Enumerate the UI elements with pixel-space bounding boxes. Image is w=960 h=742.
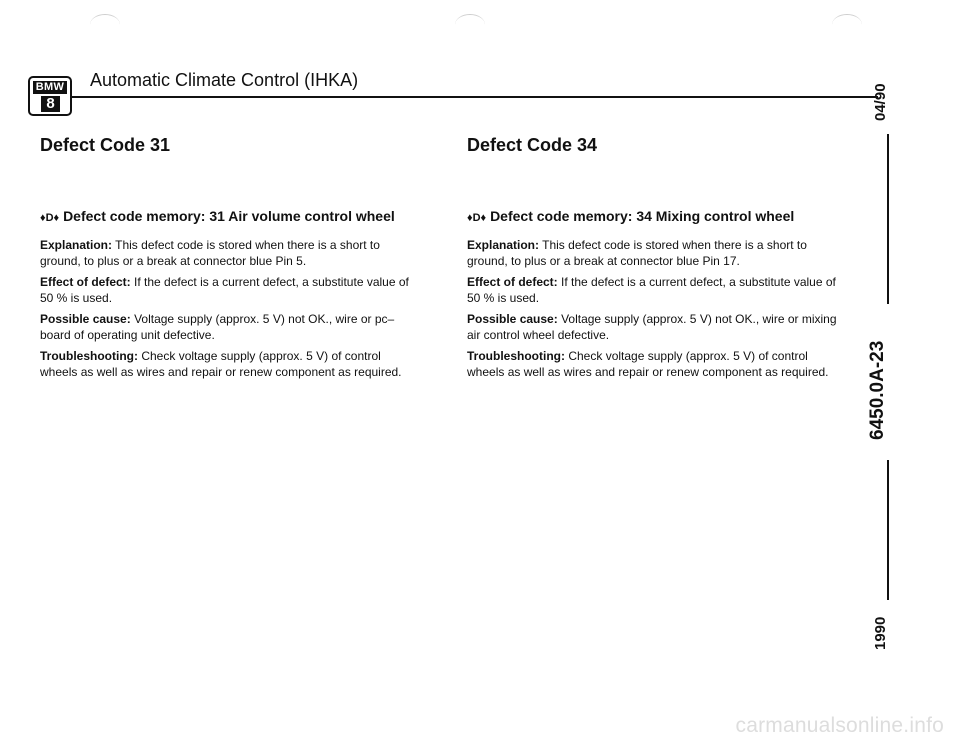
section-title-31: Defect Code 31 xyxy=(40,135,171,155)
subheading-text: Defect code memory: 34 Mixing control wheel xyxy=(490,208,795,224)
header-divider xyxy=(70,96,878,98)
effect-label: Effect of defect: xyxy=(467,275,558,289)
explanation-paragraph xyxy=(467,237,847,269)
scan-mark xyxy=(90,14,120,35)
explanation-text: This defect code is stored when there is a short to ground, to plus or a break at connector blue Pin 5. xyxy=(40,238,380,268)
explanation-label: Explanation: xyxy=(40,238,113,252)
margin-date: 04/90 xyxy=(872,83,889,121)
explanation-paragraph xyxy=(40,237,420,269)
effect-text: If the defect is a current defect, a substitute value of 50 % is used. xyxy=(40,275,409,305)
page-title: Automatic Climate Control (IHKA) xyxy=(90,70,359,90)
cause-text: Voltage supply (approx. 5 V) not OK., wire or mixing air control wheel defective. xyxy=(467,312,837,342)
cause-paragraph xyxy=(40,311,420,343)
explanation-label: Explanation: xyxy=(467,238,540,252)
section-title-34: Defect Code 34 xyxy=(467,135,598,155)
troubleshooting-paragraph xyxy=(467,348,847,380)
defect-34-subheading xyxy=(467,208,847,224)
troubleshooting-label: Troubleshooting: xyxy=(40,349,138,363)
site-watermark: carmanualsonline.info xyxy=(735,714,944,737)
troubleshooting-label: Troubleshooting: xyxy=(467,349,565,363)
defect-31-subheading xyxy=(40,208,420,224)
diamond-d-icon: ♦D♦ xyxy=(40,212,60,224)
explanation-text: This defect code is stored when there is a short to ground, to plus or a break at connector blue Pin 17. xyxy=(467,238,807,268)
troubleshooting-text: Check voltage supply (approx. 5 V) of control wheels as well as wires and repair or renew component as required. xyxy=(467,349,829,379)
effect-text: If the defect is a current defect, a substitute value of 50 % is used. xyxy=(467,275,836,305)
subheading-text: Defect code memory: 31 Air volume control wheel xyxy=(63,208,395,224)
logo-series: 8 xyxy=(41,96,60,112)
scan-mark xyxy=(832,14,862,35)
margin-rule xyxy=(887,460,889,600)
cause-text: Voltage supply (approx. 5 V) not OK., wire or pc–board of operating unit defective. xyxy=(40,312,395,342)
effect-label: Effect of defect: xyxy=(40,275,131,289)
effect-paragraph xyxy=(467,274,847,306)
scan-mark xyxy=(455,14,485,35)
bmw-8-logo xyxy=(28,76,72,116)
margin-rule xyxy=(887,134,889,304)
margin-page-code: 6450.0A-23 xyxy=(867,340,888,440)
cause-label: Possible cause: xyxy=(467,312,558,326)
cause-label: Possible cause: xyxy=(40,312,131,326)
troubleshooting-paragraph xyxy=(40,348,420,380)
defect-34-column xyxy=(467,208,847,385)
diamond-d-icon: ♦D♦ xyxy=(467,212,487,224)
effect-paragraph xyxy=(40,274,420,306)
defect-31-column xyxy=(40,208,420,385)
margin-year: 1990 xyxy=(872,616,889,650)
cause-paragraph xyxy=(467,311,847,343)
logo-brand: BMW xyxy=(33,81,67,94)
troubleshooting-text: Check voltage supply (approx. 5 V) of control wheels as well as wires and repair or renew component as required. xyxy=(40,349,402,379)
